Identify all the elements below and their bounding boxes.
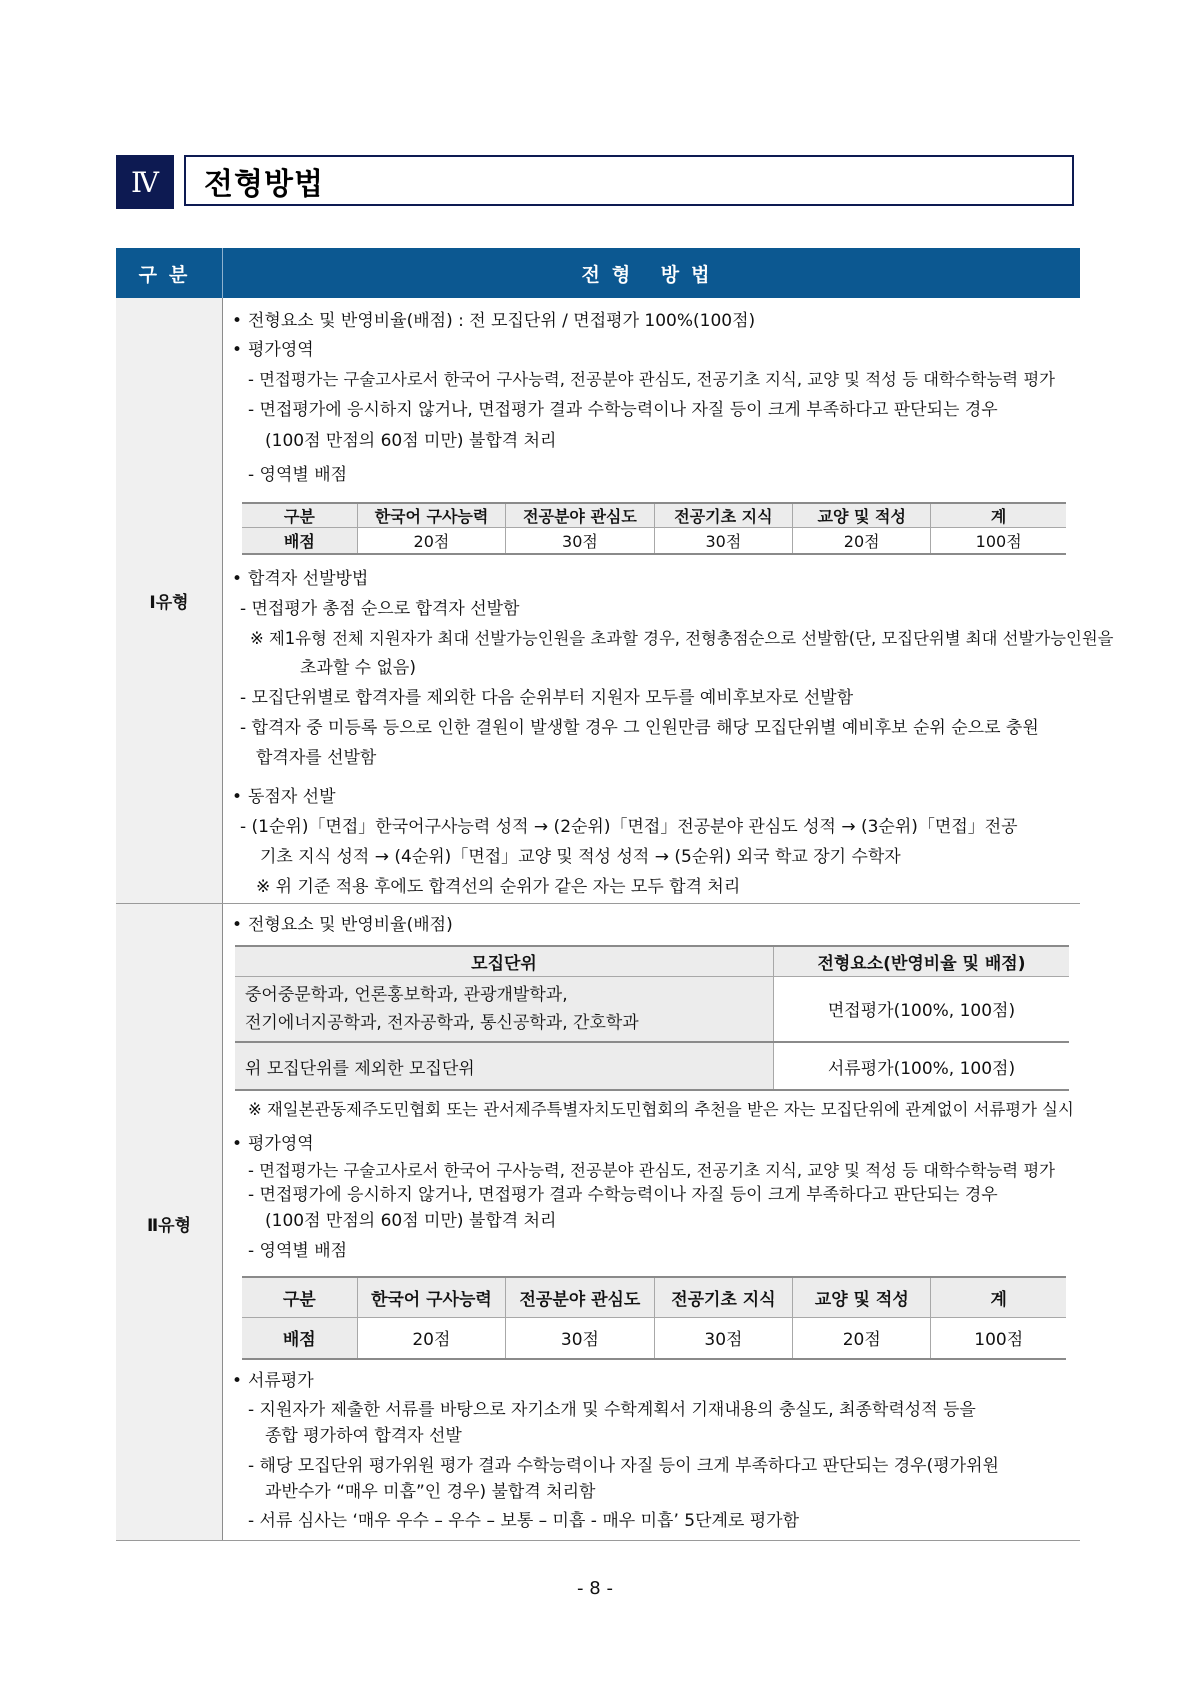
score-cell: 배점 xyxy=(242,528,357,554)
table-bottom-border xyxy=(116,1540,1080,1541)
type2-unit-table xyxy=(235,945,1069,1091)
unit-row1-line2: 전기에너지공학과, 전자공학과, 통신공학과, 간호학과 xyxy=(245,1012,639,1033)
score-header: 전공기초 지식 xyxy=(654,1277,792,1317)
score-header: 구분 xyxy=(242,503,357,528)
score-header: 교양 및 적성 xyxy=(793,503,931,528)
section-title-box xyxy=(184,155,1074,206)
score-cell: 30점 xyxy=(654,528,792,554)
type2-recommendation-note: ※ 재일본관동제주도민협회 또는 관서제주특별자치도민협회의 추천을 받은 자는 모집단위에 관계없이 서류평가 실시 xyxy=(248,1100,1074,1119)
score-cell: 20점 xyxy=(357,1317,506,1359)
score-cell: 30점 xyxy=(654,1317,792,1359)
type1-selection-order: - 면접평가 총점 순으로 합격자 선발함 xyxy=(240,599,520,619)
score-cell: 100점 xyxy=(931,1317,1066,1359)
type1-bullet-criteria: • 전형요소 및 반영비율(배점) : 전 모집단위 / 면접평가 100%(100점) xyxy=(232,310,755,332)
type2-doc-fail-cont: 과반수가 “매우 미흡”인 경우) 불합격 처리함 xyxy=(265,1482,596,1502)
type1-reserve: - 모집단위별로 합격자를 제외한 다음 순위부터 지원자 모두를 예비후보자로 선발함 xyxy=(240,688,854,708)
score-cell: 30점 xyxy=(506,528,654,554)
section-number-badge: Ⅳ xyxy=(116,155,174,209)
header-method: 전형 방법 xyxy=(581,263,722,286)
score-cell: 20점 xyxy=(793,528,931,554)
header-category: 구분 xyxy=(116,248,223,298)
score-header: 계 xyxy=(931,1277,1066,1317)
unit-row2: 위 모집단위를 제외한 모집단위 xyxy=(235,1042,774,1090)
score-cell: 배점 xyxy=(242,1317,357,1359)
factor-row1: 면접평가(100%, 100점) xyxy=(774,976,1070,1042)
type1-area-scores-label: - 영역별 배점 xyxy=(248,465,348,485)
main-table-header xyxy=(116,248,1080,298)
type1-tie-order: - (1순위)「면접」한국어구사능력 성적 → (2순위)「면접」전공분야 관심도 성적 → (3순위)「면접」전공 xyxy=(240,817,1018,837)
type1-vacancy-cont: 합격자를 선발함 xyxy=(256,748,377,768)
type2-area-scores-label: - 영역별 배점 xyxy=(248,1241,348,1261)
factor-header: 전형요소(반영비율 및 배점) xyxy=(774,946,1070,976)
type1-eval-fail: - 면접평가에 응시하지 않거나, 면접평가 결과 수학능력이나 자질 등이 크게 부족하다고 판단되는 경우 xyxy=(248,400,998,420)
type2-eval-desc: - 면접평가는 구술고사로서 한국어 구사능력, 전공분야 관심도, 전공기초 지식, 교양 및 적성 등 대학수학능력 평가 xyxy=(248,1161,1055,1180)
type2-eval-fail-cont: (100점 만점의 60점 미만) 불합격 처리 xyxy=(265,1211,557,1231)
score-header: 한국어 구사능력 xyxy=(357,503,505,528)
score-cell: 20점 xyxy=(793,1317,931,1359)
unit-row1 xyxy=(235,976,774,1042)
score-cell: 100점 xyxy=(931,528,1066,554)
score-header: 계 xyxy=(931,503,1066,528)
page-number: - 8 - xyxy=(577,1578,613,1599)
factor-row2: 서류평가(100%, 100점) xyxy=(774,1042,1070,1090)
type2-doc-scale: - 서류 심사는 ‘매우 우수 – 우수 – 보통 – 미흡 - 매우 미흡’ 5단계로 평가함 xyxy=(248,1511,799,1531)
type2-doc-fail: - 해당 모집단위 평가위원 평가 결과 수학능력이나 자질 등이 크게 부족하다고 판단되는 경우(평가위원 xyxy=(248,1456,999,1476)
score-cell: 20점 xyxy=(357,528,505,554)
type1-bullet-eval-area: • 평가영역 xyxy=(232,339,314,361)
type1-eval-fail-cont: (100점 만점의 60점 미만) 불합격 처리 xyxy=(265,431,557,451)
score-header: 전공분야 관심도 xyxy=(506,503,654,528)
type1-tie-order-cont: 기초 지식 성적 → (4순위)「면접」교양 및 적성 성적 → (5순위) 외국 학교 장기 수학자 xyxy=(260,847,901,867)
type2-bullet-eval-area: • 평가영역 xyxy=(232,1133,314,1155)
unit-row1-line1: 중어중문학과, 언론홍보학과, 관광개발학과, xyxy=(245,984,568,1005)
score-header: 구분 xyxy=(242,1277,357,1317)
score-header: 전공기초 지식 xyxy=(654,503,792,528)
type1-eval-desc: - 면접평가는 구술고사로서 한국어 구사능력, 전공분야 관심도, 전공기초 지식, 교양 및 적성 등 대학수학능력 평가 xyxy=(248,370,1055,389)
column-divider xyxy=(222,298,223,1540)
type2-doc-eval: - 지원자가 제출한 서류를 바탕으로 자기소개 및 수학계획서 기재내용의 충실도, 최종학력성적 등을 xyxy=(248,1400,976,1420)
score-header: 한국어 구사능력 xyxy=(357,1277,506,1317)
type2-eval-fail: - 면접평가에 응시하지 않거나, 면접평가 결과 수학능력이나 자질 등이 크게 부족하다고 판단되는 경우 xyxy=(248,1185,998,1205)
type2-bullet-documents: • 서류평가 xyxy=(232,1370,314,1392)
type2-score-table xyxy=(242,1276,1066,1360)
type2-doc-eval-cont: 종합 평가하여 합격자 선발 xyxy=(265,1426,462,1446)
category-column xyxy=(116,298,222,1540)
score-header: 교양 및 적성 xyxy=(793,1277,931,1317)
score-cell: 30점 xyxy=(506,1317,655,1359)
type1-tie-note: ※ 위 기준 적용 후에도 합격선의 순위가 같은 자는 모두 합격 처리 xyxy=(256,877,741,897)
type1-score-table xyxy=(242,502,1066,555)
type1-vacancy: - 합격자 중 미등록 등으로 인한 결원이 발생할 경우 그 인원만큼 해당 모집단위별 예비후보 순위 순으로 충원 xyxy=(240,718,1039,738)
section-title: 전형방법 xyxy=(204,166,324,202)
type1-selection-note-cont: 초과할 수 없음) xyxy=(300,658,416,678)
type2-bullet-criteria: • 전형요소 및 반영비율(배점) xyxy=(232,914,453,936)
type1-bullet-selection: • 합격자 선발방법 xyxy=(232,568,368,590)
type1-bullet-tie: • 동점자 선발 xyxy=(232,786,336,808)
type1-label: Ⅰ유형 xyxy=(149,593,189,613)
unit-header: 모집단위 xyxy=(235,946,774,976)
type1-selection-note: ※ 제1유형 전체 지원자가 최대 선발가능인원을 초과할 경우, 전형총점순으로 선발함(단, 모집단위별 최대 선발가능인원을 xyxy=(250,629,1114,648)
type2-label: Ⅱ유형 xyxy=(146,1216,192,1236)
row-divider xyxy=(116,903,1080,904)
score-header: 전공분야 관심도 xyxy=(506,1277,655,1317)
